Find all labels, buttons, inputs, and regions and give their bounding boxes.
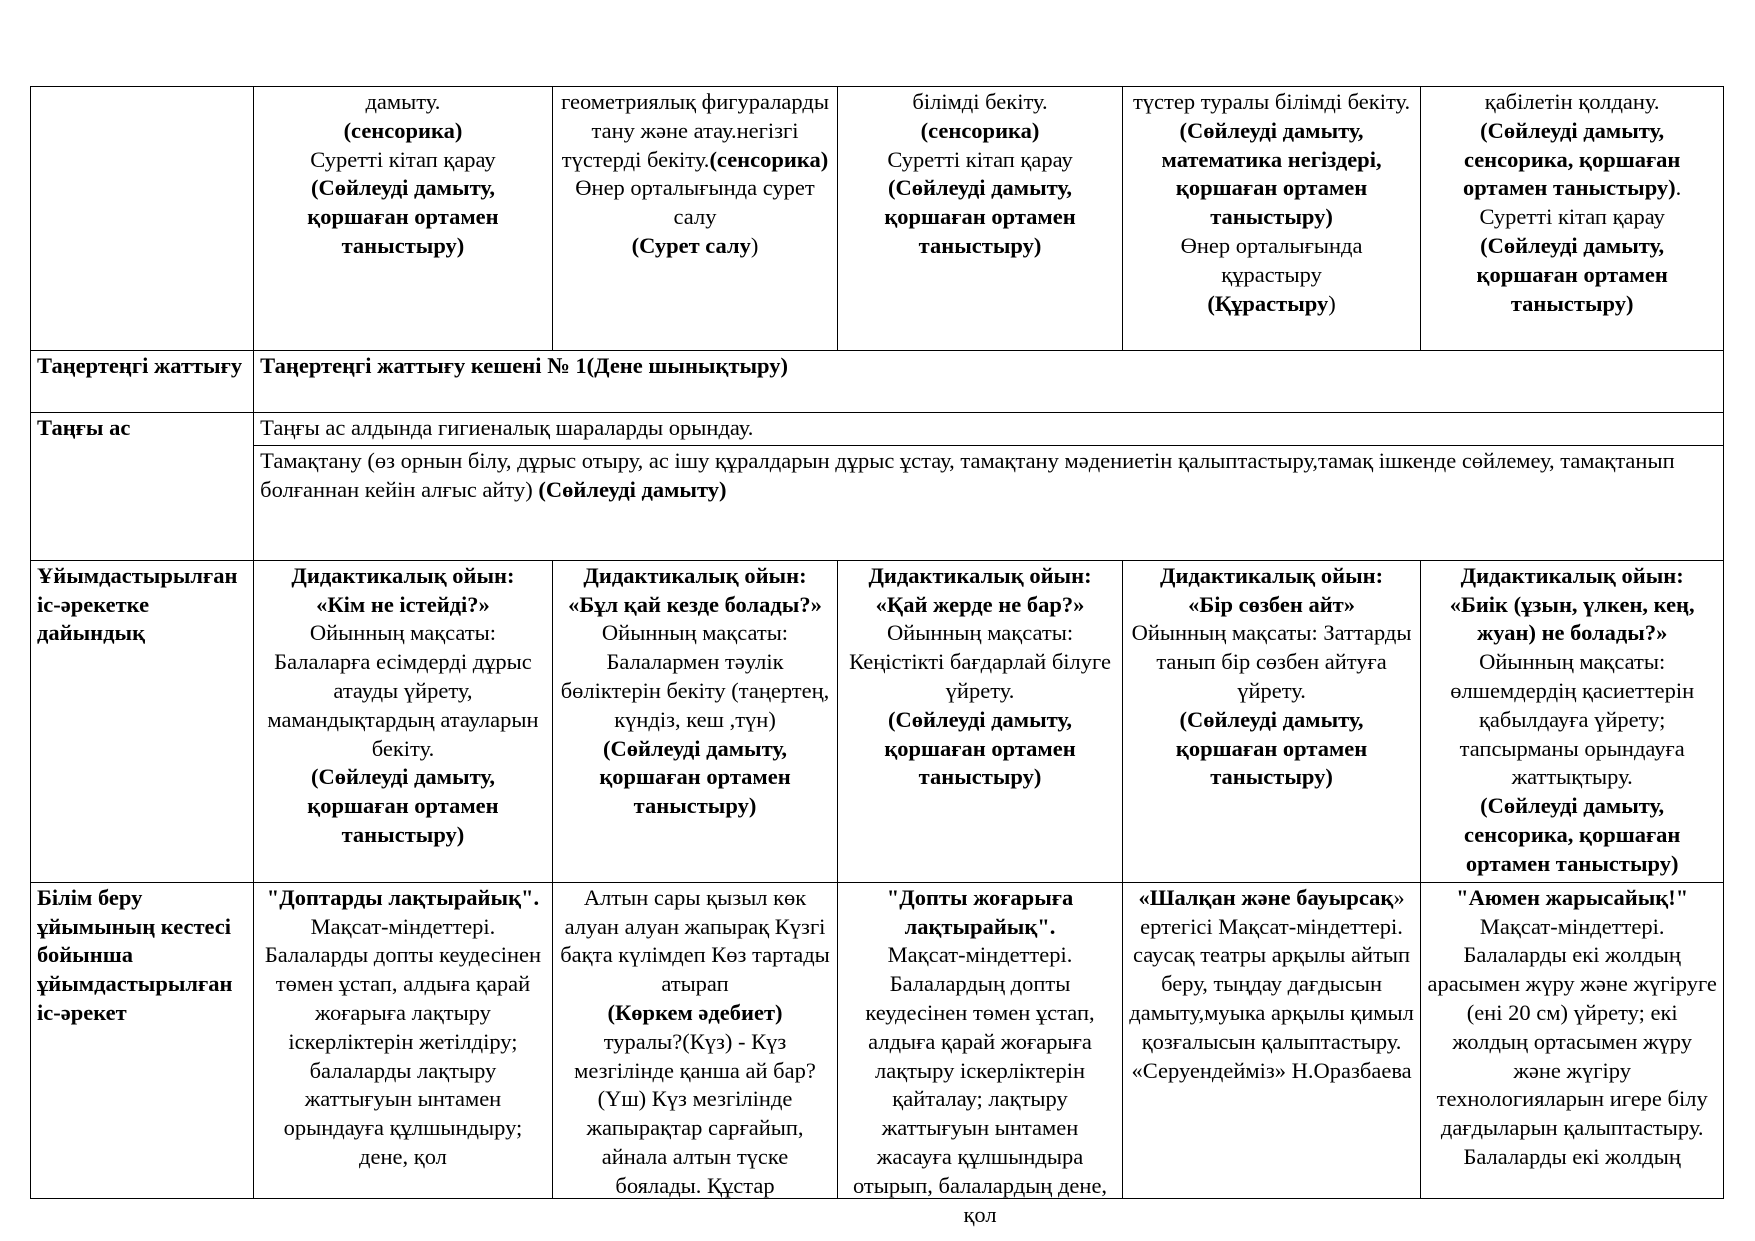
morning-exercise-text: Таңертеңгі жаттығу кешені № 1(Дене шынықтыру) bbox=[254, 351, 1724, 413]
cell-top-col2: геометриялық фигураларды тану және атау.негізгі түстерді бекіту.(сенсорика) Өнер орталығында сурет салу (Сурет салу) bbox=[552, 87, 838, 351]
cell-top-col4: түстер туралы білімді бекіту. (Сөйлеуді дамыту, математика негіздері, қоршаған ортамен таныстыру) Өнер орталығында құрастыру (Құрастыру) bbox=[1122, 87, 1421, 351]
table-row-morning-exercise bbox=[31, 351, 1724, 413]
cell-prep-col5: Дидактикалық ойын: «Биік (ұзын, үлкен, кең, жуан) не болады?» Ойынның мақсаты: өлшемдердің қасиеттерін қабылдауға үйрету; тапсырманы орындауға жаттықтыру. (Сөйлеуді дамыту, сенсорика, қоршаған ортамен таныстыру) bbox=[1421, 560, 1724, 882]
table-row-continuation bbox=[31, 87, 1724, 351]
cell-prep-col2: Дидактикалық ойын: «Бұл қай кезде болады?» Ойынның мақсаты: Балалармен тәулік бөліктерін бекіту (таңертең, күндіз, кеш ,түн) (Сөйлеуді дамыту, қоршаған ортамен таныстыру) bbox=[552, 560, 838, 882]
breakfast-eating-text: Тамақтану (өз орнын білу, дұрыс отыру, ас ішу құралдарын дұрыс ұстау, тамақтану мәдениетін қалыптастыру,тамақ ішкенде сөйлемеу, тамақтанып болғаннан кейін алғыс айту) (Сөйлеуді дамыту) bbox=[254, 445, 1724, 560]
cell-schedule-col4: «Шалқан және бауырсақ» ертегісі Мақсат-міндеттері. саусақ театры арқылы айтып беру, тыңдау дағдысын дамыту,муыка арқылы қимыл қозғалысын қалыптастыру. «Серуендейміз» Н.Оразбаева bbox=[1122, 882, 1421, 1198]
row-label-empty bbox=[31, 87, 254, 351]
cell-schedule-col3: "Допты жоғарыға лақтырайық". Мақсат-міндеттері. Балалардың допты кеудесінен төмен ұстап, алдыға қарай жоғарыға лақтыру іскерліктерін қайталау; лақтыру жаттығуын ынтамен жасауға құлшындыра отырып, балалардың дене, қол bbox=[838, 882, 1123, 1198]
cell-schedule-col1: "Доптарды лақтырайық". Мақсат-міндеттері. Балаларды допты кеудесінен төмен ұстап, алдыға қарай жоғарыға лақтыру іскерліктерін жетілдіру; балаларды лақтыру жаттығуын ынтамен орындауға құлшындыру; дене, қол bbox=[254, 882, 553, 1198]
cell-schedule-col5: "Аюмен жарысайық!" Мақсат-міндеттері. Балаларды екі жолдың арасымен жүру және жүгіруге (ені 20 см) үйрету; екі жолдың ортасымен жүру және жүгіру технологияларын игере білу дағдыларын қалыптастыру. Балаларды екі жолдың bbox=[1421, 882, 1724, 1198]
row-label-schedule: Білім беру ұйымының кестесі бойынша ұйымдастырылған іс-әрекет bbox=[31, 882, 254, 1198]
table-row-preparation bbox=[31, 560, 1724, 882]
cell-prep-col4: Дидактикалық ойын: «Бір сөзбен айт» Ойынның мақсаты: Заттарды танып бір сөзбен айтуға үйрету. (Сөйлеуді дамыту, қоршаған ортамен таныстыру) bbox=[1122, 560, 1421, 882]
row-label-breakfast: Таңғы ас bbox=[31, 413, 254, 561]
table-row-breakfast-2 bbox=[31, 445, 1724, 560]
cell-top-col3: білімді бекіту. (сенсорика) Суретті кітап қарау (Сөйлеуді дамыту, қоршаған ортамен таныстыру) bbox=[838, 87, 1123, 351]
row-label-morning-exercise: Таңертеңгі жаттығу bbox=[31, 351, 254, 413]
cell-top-col5: қабілетін қолдану. (Сөйлеуді дамыту, сенсорика, қоршаған ортамен таныстыру). Суретті кітап қарау (Сөйлеуді дамыту, қоршаған ортамен таныстыру) bbox=[1421, 87, 1724, 351]
table-row-breakfast-1 bbox=[31, 413, 1724, 446]
cell-prep-col3: Дидактикалық ойын: «Қай жерде не бар?» Ойынның мақсаты: Кеңістікті бағдарлай білуге үйрету. (Сөйлеуді дамыту, қоршаған ортамен таныстыру) bbox=[838, 560, 1123, 882]
weekly-plan-table bbox=[30, 86, 1724, 1227]
cell-prep-col1: Дидактикалық ойын: «Кім не істейді?» Ойынның мақсаты: Балаларға есімдерді дұрыс атауды үйрету, мамандықтардың атауларын бекіту. (Сөйлеуді дамыту, қоршаған ортамен таныстыру) bbox=[254, 560, 553, 882]
table-row-schedule bbox=[31, 882, 1724, 1198]
cell-schedule-col2: Алтын сары қызыл көк алуан алуан жапырақ Күзгі бақта күлімдеп Көз тартады атырап (Көркем әдебиет) туралы?(Күз) - Күз мезгілінде қанша ай бар?(Үш) Күз мезгілінде жапырақтар сарғайып, айнала алтын түске боялады. Құстар bbox=[552, 882, 838, 1198]
breakfast-hygiene-text: Таңғы ас алдында гигиеналық шараларды орындау. bbox=[254, 413, 1724, 446]
cell-top-col1: дамыту. (сенсорика) Суретті кітап қарау (Сөйлеуді дамыту, қоршаған ортамен таныстыру) bbox=[254, 87, 553, 351]
row-label-preparation: Ұйымдастырылған іс-әрекетке дайындық bbox=[31, 560, 254, 882]
